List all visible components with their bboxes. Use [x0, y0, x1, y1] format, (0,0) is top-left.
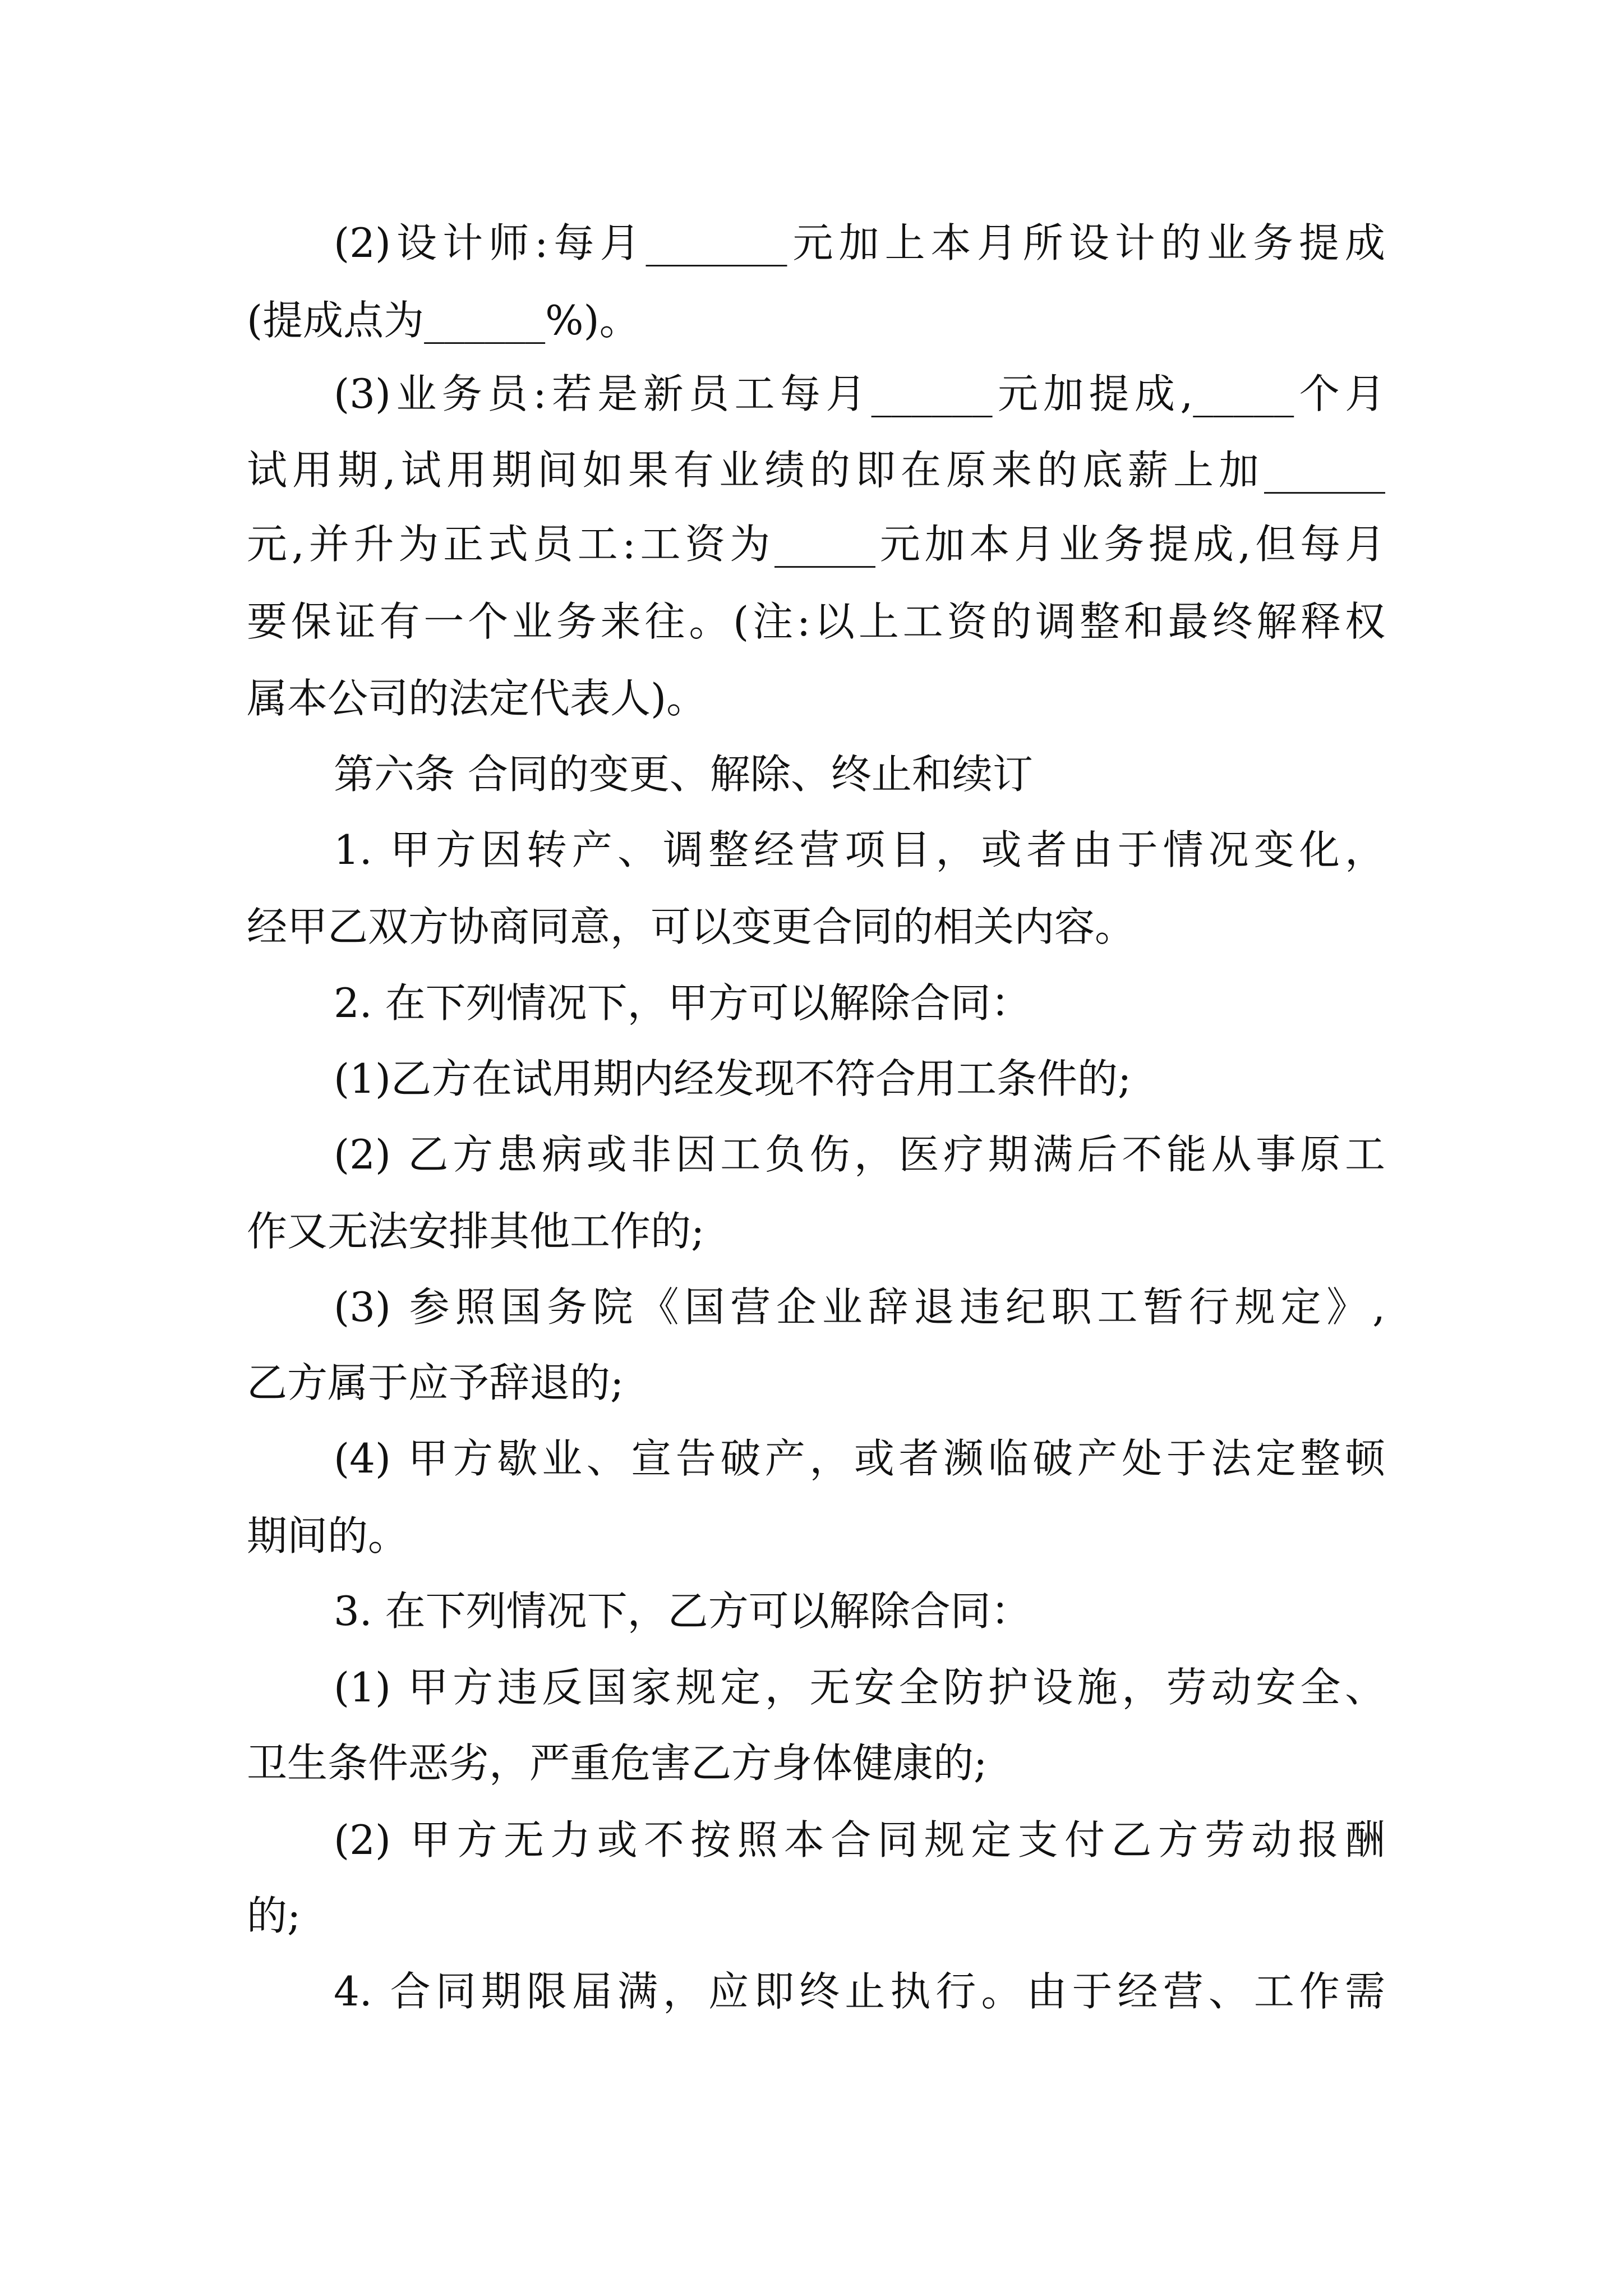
paragraph-line: (1)乙方在试用期内经发现不符合用工条件的; [334, 1055, 1132, 1102]
paragraph-line: 作又无法安排其他工作的; [247, 1208, 705, 1255]
paragraph-line: 乙方属于应予辞退的; [247, 1359, 624, 1406]
paragraph-line: 要保证有一个业务来往。(注:以上工资的调整和最终解释权 [247, 598, 1385, 645]
paragraph-line: 的; [247, 1892, 301, 1939]
paragraph-line: (2) 甲方无力或不按照本合同规定支付乙方劳动报酬 [334, 1816, 1385, 1864]
paragraph-line: 期间的。 [247, 1512, 409, 1559]
paragraph-line: (3)业务员:若是新员工每月______元加提成,_____个月 [334, 370, 1385, 417]
paragraph-line: 1. 甲方因转产、调整经营项目，或者由于情况变化， [334, 826, 1385, 873]
paragraph-line: (2)设计师:每月_______元加上本月所设计的业务提成 [334, 219, 1385, 266]
paragraph-line: 经甲乙双方协商同意，可以变更合同的相关内容。 [247, 903, 1136, 950]
paragraph-line: 卫生条件恶劣，严重危害乙方身体健康的; [247, 1740, 988, 1787]
section-heading: 第六条 合同的变更、解除、终止和续订 [334, 751, 1033, 798]
paragraph-line: (2) 乙方患病或非因工负伤，医疗期满后不能从事原工 [334, 1131, 1385, 1178]
paragraph-line: 3. 在下列情况下，乙方可以解除合同： [334, 1588, 1031, 1635]
paragraph-line: 属本公司的法定代表人)。 [247, 675, 707, 722]
paragraph-line: (4) 甲方歇业、宣告破产，或者濒临破产处于法定整顿 [334, 1435, 1385, 1482]
paragraph-line: 元,并升为正式员工:工资为_____元加本月业务提成,但每月 [247, 521, 1385, 568]
paragraph-line: (1) 甲方违反国家规定，无安全防护设施，劳动安全、 [334, 1664, 1385, 1711]
paragraph-line: 试用期,试用期间如果有业绩的即在原来的底薪上加______ [247, 447, 1385, 494]
paragraph-line: (3) 参照国务院《国营企业辞退违纪职工暂行规定》, [334, 1283, 1385, 1331]
paragraph-line: 2. 在下列情况下，甲方可以解除合同： [334, 979, 1031, 1027]
paragraph-line: (提成点为______%)。 [247, 297, 640, 344]
paragraph-line: 4. 合同期限届满，应即终止执行。由于经营、工作需 [334, 1968, 1385, 2015]
